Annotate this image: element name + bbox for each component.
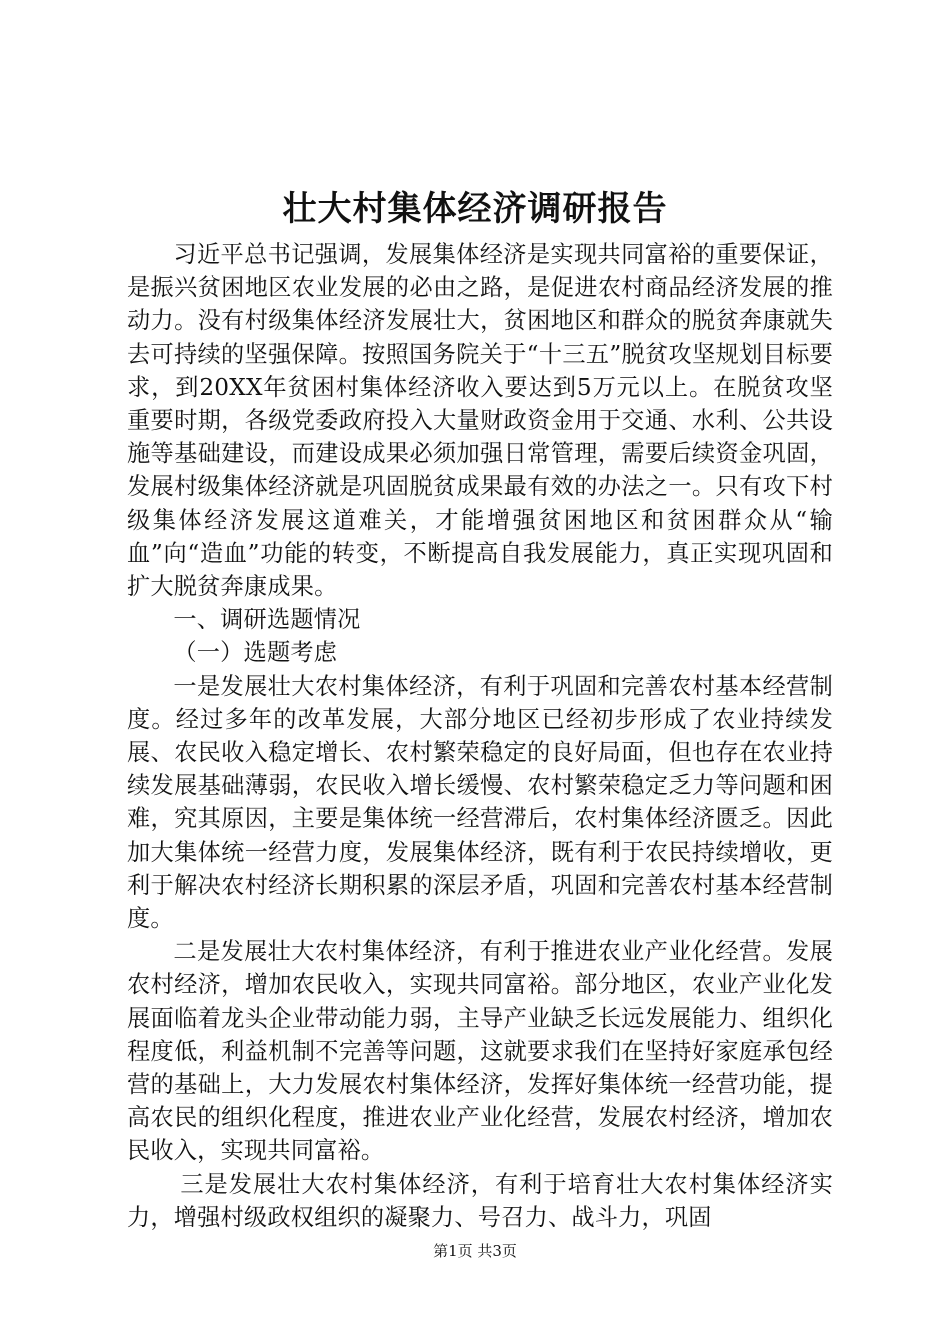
paragraph-point-one: 一是发展壮大农村集体经济，有利于巩固和完善农村基本经营制度。经过多年的改革发展，大部分地区已经初步形成了农业持续发展、农民收入稳定增长、农村繁荣稳定的良好局面，但也存在农业持续发展基础薄弱，农民收入增长缓慢、农村繁荣稳定乏力等问题和困难，究其原因，主要是集体统一经营滞后，农村集体经济匮乏。因此加大集体统一经营力度，发展集体经济，既有利于农民持续增收，更利于解决农村经济长期积累的深层矛盾，巩固和完善农村基本经营制度。	[127, 672, 833, 933]
subsection-heading: （一）选题考虑	[173, 639, 338, 667]
page-number-footer: 第1页 共3页	[433, 1242, 517, 1260]
document-body	[127, 238, 833, 1234]
document-title: 壮大村集体经济调研报告	[282, 189, 668, 229]
section-heading: 一、调研选题情况	[173, 606, 361, 634]
paragraph-point-two: 二是发展壮大农村集体经济，有利于推进农业产业化经营。发展农村经济，增加农民收入，实现共同富裕。部分地区，农业产业化发展面临着龙头企业带动能力弱，主导产业缺乏长远发展能力、组织化程度低，利益机制不完善等问题，这就要求我们在坚持好家庭承包经营的基础上，大力发展农村集体经济，发挥好集体统一经营功能，提高农民的组织化程度，推进农业产业化经营，发展农村经济，增加农民收入，实现共同富裕。	[127, 938, 833, 1165]
paragraph-intro: 习近平总书记强调，发展集体经济是实现共同富裕的重要保证，是振兴贫困地区农业发展的必由之路，是促进农村商品经济发展的推动力。没有村级集体经济发展壮大，贫困地区和群众的脱贫奔康就失去可持续的坚强保障。按照国务院关于“十三五”脱贫攻坚规划目标要求，到20XX年贫困村集体经济收入要达到5万元以上。在脱贫攻坚重要时期，各级党委政府投入大量财政资金用于交通、水利、公共设施等基础建设，而建设成果必须加强日常管理，需要后续资金巩固，发展村级集体经济就是巩固脱贫成果最有效的办法之一。只有攻下村级集体经济发展这道难关，才能增强贫困地区和贫困群众从“输血”向“造血”功能的转变，不断提高自我发展能力，真正实现巩固和扩大脱贫奔康成果。	[127, 241, 833, 601]
paragraph-point-three: 三是发展壮大农村集体经济，有利于培育壮大农村集体经济实力，增强村级政权组织的凝聚力、号召力、战斗力，巩固	[127, 1170, 833, 1231]
